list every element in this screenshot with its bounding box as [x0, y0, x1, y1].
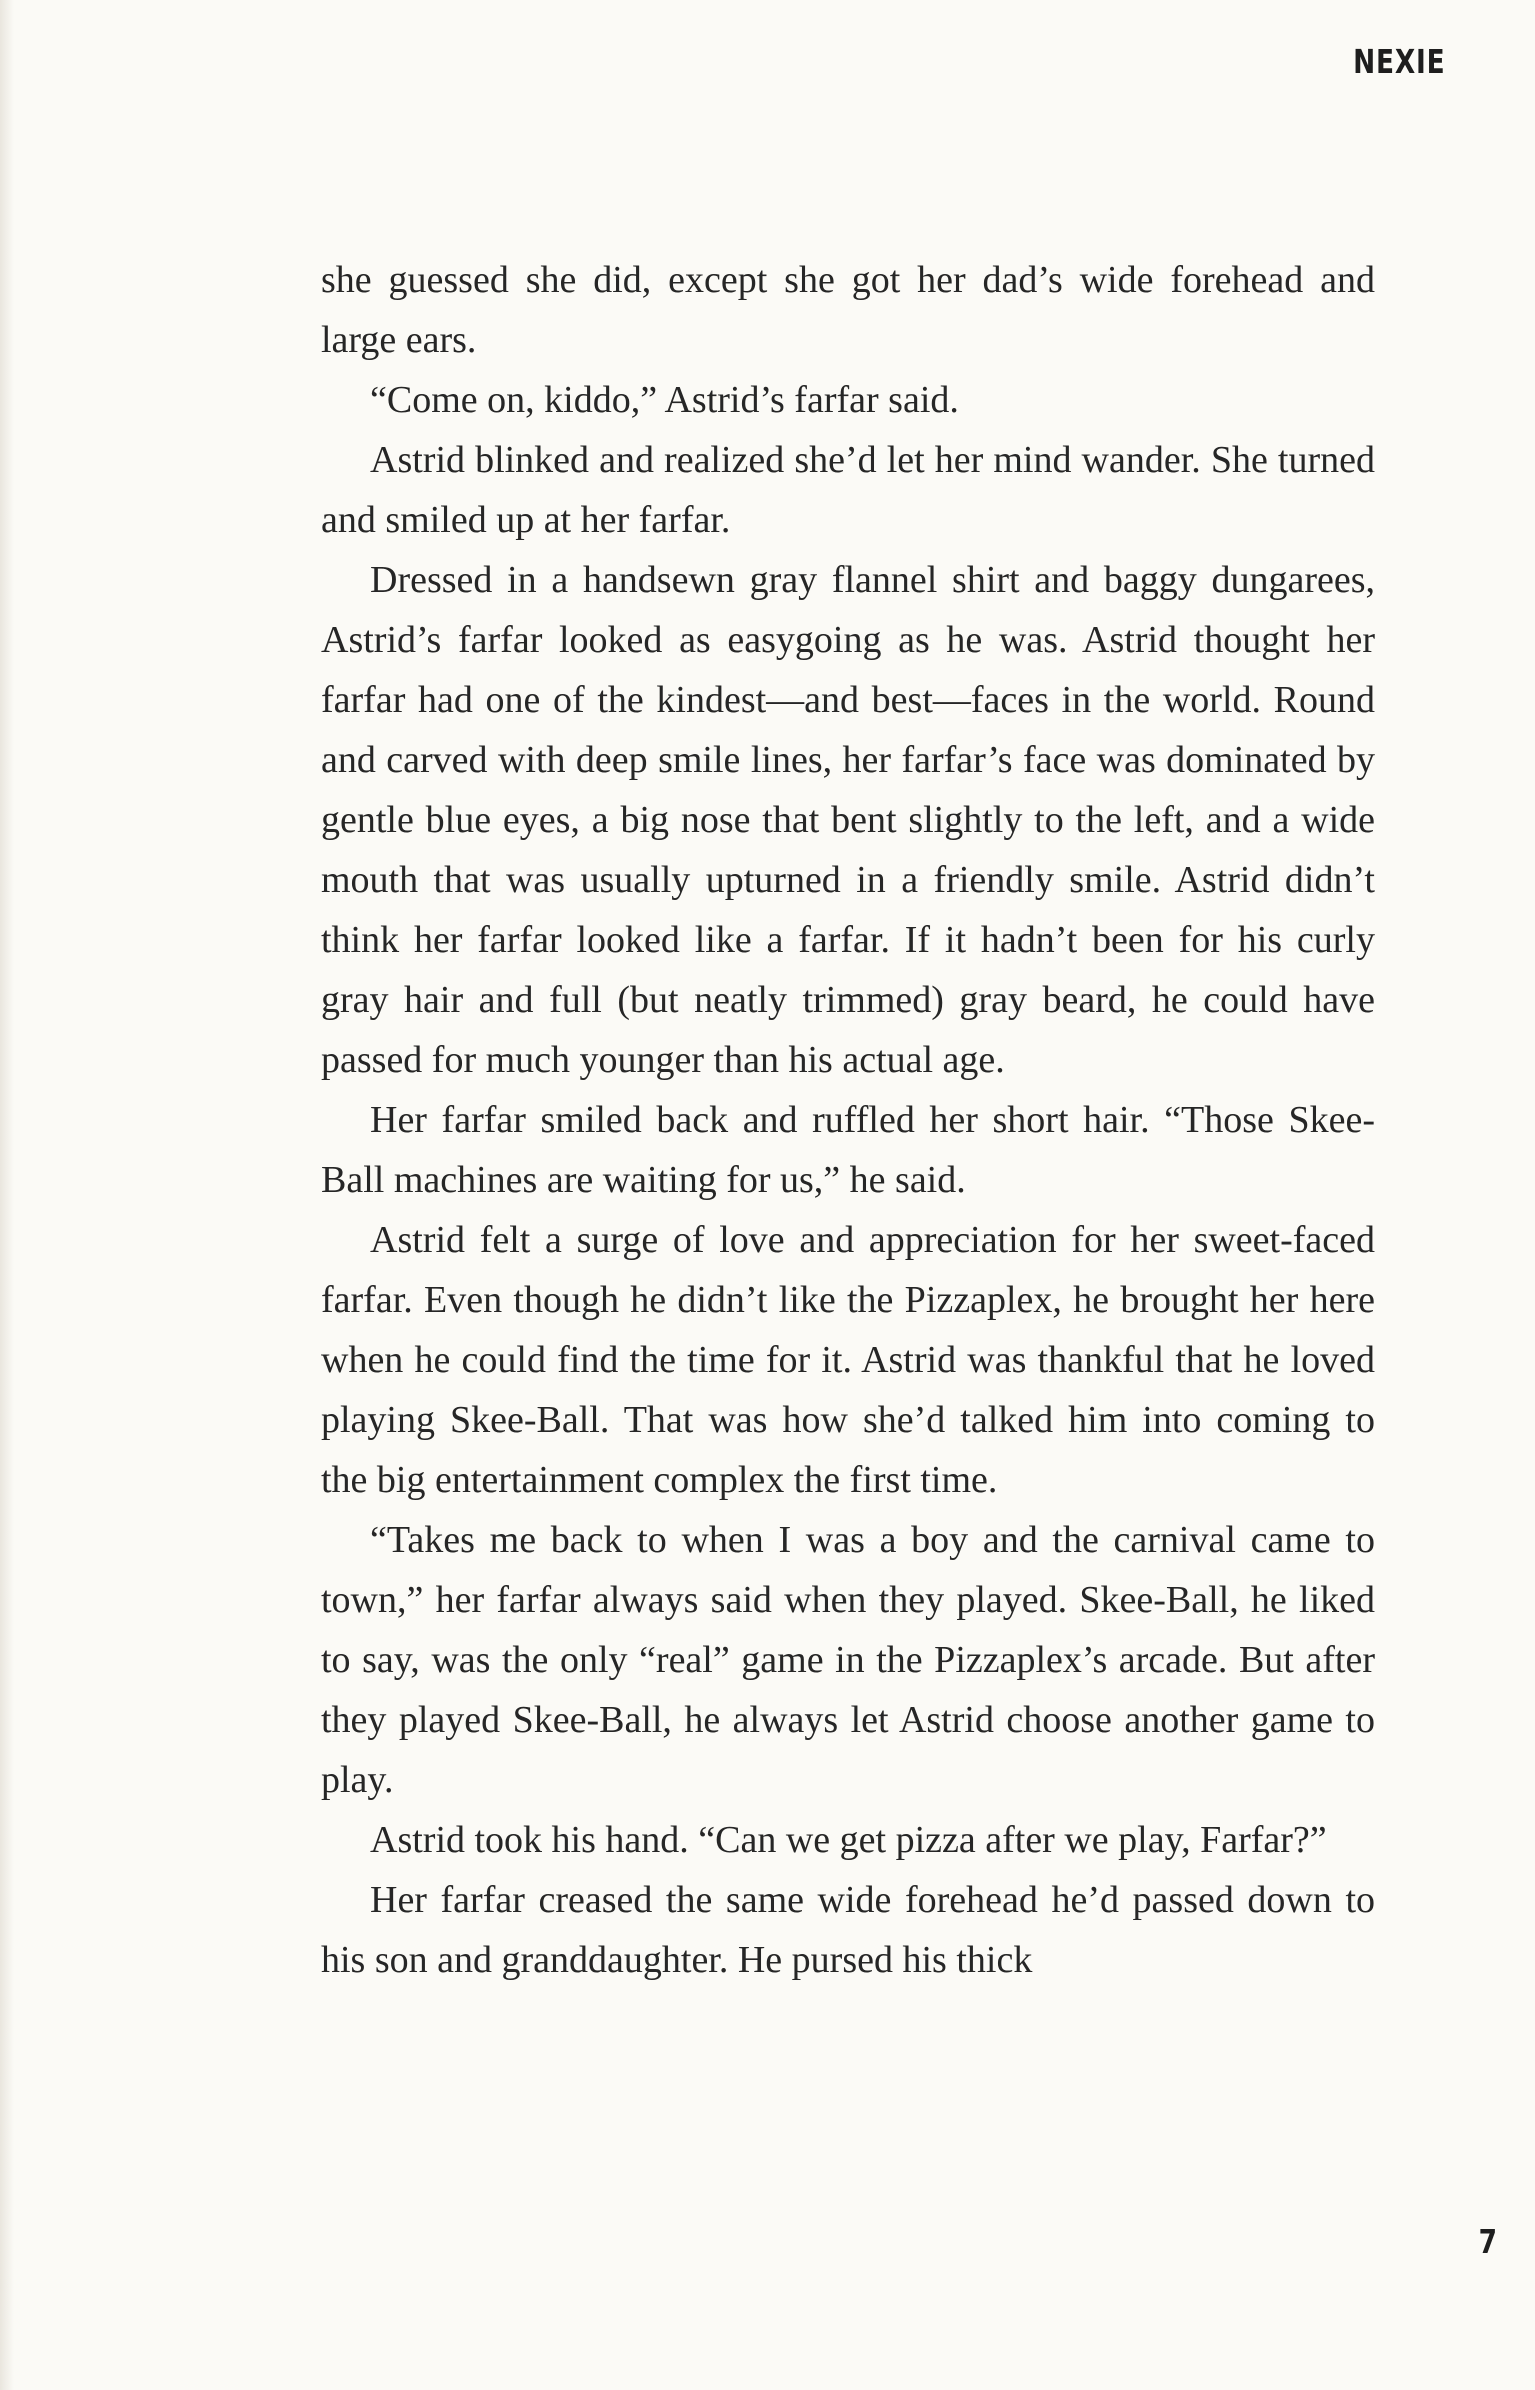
paragraph: Astrid felt a surge of love and appreciation for her sweet-faced farfar. Even though he didn’t like the Pizzaplex, he brought her here when he could find the time for it. Astrid was thankful that he loved playing Skee-Ball. That was how she’d talked him into coming to the big entertainment complex the first time.: [321, 1219, 1375, 1501]
page-gutter-shadow: [0, 0, 14, 2390]
paragraph: she guessed she did, except she got her dad’s wide forehead and large ears.: [321, 259, 1375, 361]
paragraph: “Come on, kiddo,” Astrid’s farfar said.: [370, 379, 959, 421]
paragraph: Dressed in a handsewn gray flannel shirt and baggy dungarees, Astrid’s farfar looked as easygoing as he was. Astrid thought her farfar had one of the kindest—and best—faces in the world. Round and carved with deep smile lines, her farfar’s face was dominated by gentle blue eyes, a big nose that bent slightly to the left, and a wide mouth that was usually upturned in a friendly smile. Astrid didn’t think her farfar looked like a farfar. If it hadn’t been for his curly gray hair and full (but neatly trimmed) gray beard, he could have passed for much younger than his actual age.: [321, 559, 1375, 1081]
paragraph: Astrid blinked and realized she’d let her mind wander. She turned and smiled up at her farfar.: [321, 439, 1375, 541]
page-number: 7: [1478, 2222, 1497, 2261]
paragraph: Her farfar creased the same wide forehead he’d passed down to his son and granddaughter. He pursed his thick: [321, 1879, 1375, 1981]
body-text: [321, 250, 1375, 1990]
paragraph: “Takes me back to when I was a boy and the carnival came to town,” her farfar always said when they played. Skee-Ball, he liked to say, was the only “real” game in the Pizzaplex’s arcade. But after they played Skee-Ball, he always let Astrid choose another game to play.: [321, 1519, 1375, 1801]
paragraph: Astrid took his hand. “Can we get pizza after we play, Farfar?”: [370, 1819, 1327, 1861]
running-head: NEXIE: [1352, 42, 1445, 81]
paragraph: Her farfar smiled back and ruffled her short hair. “Those Skee-Ball machines are waiting for us,” he said.: [321, 1099, 1375, 1201]
